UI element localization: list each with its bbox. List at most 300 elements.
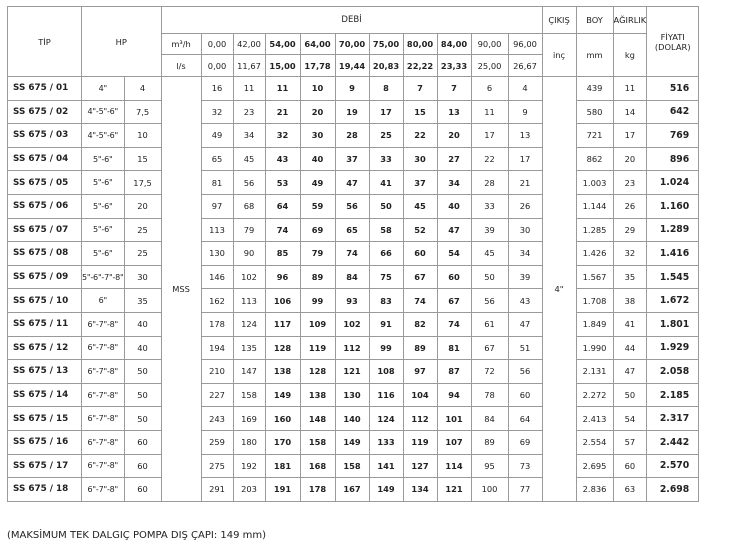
cell-head: 140 xyxy=(335,407,369,431)
table-row xyxy=(8,289,699,313)
cell-price: 1.801 xyxy=(647,312,699,336)
cell-head: 26 xyxy=(508,194,542,218)
cell-tip: SS 675 / 17 xyxy=(8,454,82,478)
cell-head: 60 xyxy=(403,242,437,266)
cell-head: 227 xyxy=(201,383,233,407)
cell-head: 107 xyxy=(437,430,471,454)
flow-ls-cell: 17,78 xyxy=(300,55,335,77)
cell-size: 6"-7"-8" xyxy=(82,430,125,454)
unit-inc: inç xyxy=(542,34,576,77)
cell-head: 89 xyxy=(471,430,508,454)
cell-head: 74 xyxy=(403,289,437,313)
cell-head: 128 xyxy=(300,360,335,384)
table-row xyxy=(8,171,699,195)
cell-kg: 29 xyxy=(613,218,647,242)
cell-head: 162 xyxy=(201,289,233,313)
cell-head: 77 xyxy=(508,478,542,502)
cell-price: 1.545 xyxy=(647,265,699,289)
cell-head: 130 xyxy=(335,383,369,407)
cell-tip: SS 675 / 10 xyxy=(8,289,82,313)
table-row xyxy=(8,100,699,124)
cell-kg: 26 xyxy=(613,194,647,218)
cell-tip: SS 675 / 03 xyxy=(8,124,82,148)
cell-tip: SS 675 / 07 xyxy=(8,218,82,242)
cell-head: 119 xyxy=(403,430,437,454)
cell-tip: SS 675 / 16 xyxy=(8,430,82,454)
table-row xyxy=(8,430,699,454)
cell-head: 81 xyxy=(437,336,471,360)
table-row xyxy=(8,77,699,101)
cell-outlet: 4" xyxy=(542,77,576,502)
cell-head: 50 xyxy=(471,265,508,289)
cell-head: 138 xyxy=(300,383,335,407)
cell-head: 149 xyxy=(369,478,403,502)
cell-boy: 2.131 xyxy=(576,360,613,384)
cell-tip: SS 675 / 15 xyxy=(8,407,82,431)
cell-head: 180 xyxy=(233,430,265,454)
cell-head: 85 xyxy=(265,242,300,266)
cell-head: 72 xyxy=(471,360,508,384)
cell-tip: SS 675 / 18 xyxy=(8,478,82,502)
cell-head: 121 xyxy=(437,478,471,502)
cell-head: 82 xyxy=(403,312,437,336)
cell-head: 4 xyxy=(508,77,542,101)
cell-head: 128 xyxy=(265,336,300,360)
table-row xyxy=(8,312,699,336)
table-row xyxy=(8,218,699,242)
cell-kg: 44 xyxy=(613,336,647,360)
cell-head: 49 xyxy=(201,124,233,148)
unit-kg: kg xyxy=(613,34,647,77)
cell-head: 56 xyxy=(471,289,508,313)
unit-mm: mm xyxy=(576,34,613,77)
cell-price: 2.442 xyxy=(647,430,699,454)
cell-head: 178 xyxy=(201,312,233,336)
cell-head: 43 xyxy=(508,289,542,313)
cell-tip: SS 675 / 14 xyxy=(8,383,82,407)
cell-price: 2.317 xyxy=(647,407,699,431)
cell-boy: 1.285 xyxy=(576,218,613,242)
cell-head: 210 xyxy=(201,360,233,384)
cell-kg: 32 xyxy=(613,242,647,266)
table-row xyxy=(8,454,699,478)
cell-boy: 2.554 xyxy=(576,430,613,454)
cell-head: 79 xyxy=(233,218,265,242)
cell-hp: 7,5 xyxy=(124,100,161,124)
flow-m3h-cell: 84,00 xyxy=(437,34,471,55)
cell-tip: SS 675 / 05 xyxy=(8,171,82,195)
cell-tip: SS 675 / 01 xyxy=(8,77,82,101)
cell-head: 169 xyxy=(233,407,265,431)
flow-ls-cell: 19,44 xyxy=(335,55,369,77)
cell-price: 1.160 xyxy=(647,194,699,218)
cell-head: 102 xyxy=(335,312,369,336)
cell-head: 79 xyxy=(300,242,335,266)
cell-price: 1.024 xyxy=(647,171,699,195)
cell-head: 19 xyxy=(335,100,369,124)
cell-head: 91 xyxy=(369,312,403,336)
table-row xyxy=(8,478,699,502)
header-tip: TİP xyxy=(8,7,82,77)
cell-head: 16 xyxy=(201,77,233,101)
cell-head: 259 xyxy=(201,430,233,454)
unit-ls: l/s xyxy=(161,55,201,77)
flow-m3h-cell: 80,00 xyxy=(403,34,437,55)
cell-size: 6"-7"-8" xyxy=(82,312,125,336)
cell-price: 1.672 xyxy=(647,289,699,313)
cell-head: 7 xyxy=(437,77,471,101)
cell-kg: 17 xyxy=(613,124,647,148)
cell-head: 11 xyxy=(233,77,265,101)
cell-hp: 17,5 xyxy=(124,171,161,195)
cell-size: 4"-5"-6" xyxy=(82,100,125,124)
cell-head: 50 xyxy=(369,194,403,218)
cell-head: 7 xyxy=(403,77,437,101)
header-agirlik: AĞIRLIK xyxy=(613,7,647,34)
cell-price: 896 xyxy=(647,147,699,171)
cell-hp: 40 xyxy=(124,336,161,360)
cell-head: 13 xyxy=(437,100,471,124)
cell-head: 141 xyxy=(369,454,403,478)
cell-head: 22 xyxy=(403,124,437,148)
cell-boy: 862 xyxy=(576,147,613,171)
cell-head: 116 xyxy=(369,383,403,407)
cell-head: 291 xyxy=(201,478,233,502)
cell-head: 158 xyxy=(335,454,369,478)
cell-price: 2.570 xyxy=(647,454,699,478)
cell-head: 75 xyxy=(369,265,403,289)
cell-head: 64 xyxy=(265,194,300,218)
cell-tip: SS 675 / 06 xyxy=(8,194,82,218)
cell-head: 133 xyxy=(369,430,403,454)
cell-hp: 60 xyxy=(124,454,161,478)
cell-head: 106 xyxy=(265,289,300,313)
price-table-container xyxy=(7,6,699,502)
cell-head: 101 xyxy=(437,407,471,431)
cell-head: 243 xyxy=(201,407,233,431)
cell-head: 97 xyxy=(403,360,437,384)
cell-head: 84 xyxy=(471,407,508,431)
cell-head: 134 xyxy=(403,478,437,502)
cell-head: 96 xyxy=(265,265,300,289)
cell-head: 69 xyxy=(508,430,542,454)
cell-size: 4"-5"-6" xyxy=(82,124,125,148)
cell-head: 99 xyxy=(300,289,335,313)
cell-hp: 25 xyxy=(124,218,161,242)
cell-kg: 50 xyxy=(613,383,647,407)
cell-head: 37 xyxy=(335,147,369,171)
cell-kg: 20 xyxy=(613,147,647,171)
flow-ls-cell: 11,67 xyxy=(233,55,265,77)
cell-head: 28 xyxy=(335,124,369,148)
cell-head: 66 xyxy=(369,242,403,266)
cell-head: 28 xyxy=(471,171,508,195)
header-fiyat-line2: (DOLAR) xyxy=(654,41,691,52)
header-cikis: ÇIKIŞ xyxy=(542,7,576,34)
unit-m3h: m³/h xyxy=(161,34,201,55)
cell-hp: 50 xyxy=(124,360,161,384)
cell-head: 109 xyxy=(300,312,335,336)
cell-head: 58 xyxy=(369,218,403,242)
cell-boy: 2.272 xyxy=(576,383,613,407)
header-fiyat xyxy=(647,7,699,77)
cell-head: 203 xyxy=(233,478,265,502)
header-debi: DEBİ xyxy=(161,7,542,34)
cell-price: 1.929 xyxy=(647,336,699,360)
pump-price-table xyxy=(7,6,699,502)
flow-m3h-cell: 96,00 xyxy=(508,34,542,55)
cell-head: 74 xyxy=(437,312,471,336)
cell-head: 11 xyxy=(265,77,300,101)
cell-hp: 60 xyxy=(124,478,161,502)
cell-head: 40 xyxy=(300,147,335,171)
cell-size: 5"-6" xyxy=(82,218,125,242)
cell-boy: 580 xyxy=(576,100,613,124)
cell-head: 67 xyxy=(403,265,437,289)
flow-m3h-cell: 0,00 xyxy=(201,34,233,55)
cell-head: 33 xyxy=(471,194,508,218)
cell-head: 56 xyxy=(508,360,542,384)
cell-head: 73 xyxy=(508,454,542,478)
cell-head: 52 xyxy=(403,218,437,242)
flow-ls-cell: 0,00 xyxy=(201,55,233,77)
cell-head: 83 xyxy=(369,289,403,313)
flow-ls-cell: 20,83 xyxy=(369,55,403,77)
cell-hp: 50 xyxy=(124,407,161,431)
cell-head: 27 xyxy=(437,147,471,171)
cell-head: 13 xyxy=(508,124,542,148)
cell-head: 135 xyxy=(233,336,265,360)
cell-head: 47 xyxy=(335,171,369,195)
cell-boy: 1.426 xyxy=(576,242,613,266)
cell-price: 1.289 xyxy=(647,218,699,242)
flow-ls-cell: 22,22 xyxy=(403,55,437,77)
cell-head: 121 xyxy=(335,360,369,384)
cell-head: 149 xyxy=(265,383,300,407)
cell-head: 30 xyxy=(300,124,335,148)
cell-head: 178 xyxy=(300,478,335,502)
cell-head: 59 xyxy=(300,194,335,218)
cell-head: 148 xyxy=(300,407,335,431)
flow-m3h-cell: 54,00 xyxy=(265,34,300,55)
cell-head: 64 xyxy=(508,407,542,431)
cell-head: 78 xyxy=(471,383,508,407)
cell-hp: 30 xyxy=(124,265,161,289)
cell-kg: 63 xyxy=(613,478,647,502)
cell-head: 40 xyxy=(437,194,471,218)
cell-head: 32 xyxy=(265,124,300,148)
cell-head: 127 xyxy=(403,454,437,478)
flow-m3h-cell: 70,00 xyxy=(335,34,369,55)
cell-head: 47 xyxy=(437,218,471,242)
cell-head: 124 xyxy=(233,312,265,336)
cell-head: 39 xyxy=(471,218,508,242)
cell-head: 114 xyxy=(437,454,471,478)
cell-head: 33 xyxy=(369,147,403,171)
cell-size: 6"-7"-8" xyxy=(82,454,125,478)
cell-head: 21 xyxy=(265,100,300,124)
table-row xyxy=(8,124,699,148)
cell-head: 22 xyxy=(471,147,508,171)
cell-hp: 40 xyxy=(124,312,161,336)
cell-head: 39 xyxy=(508,265,542,289)
cell-head: 51 xyxy=(508,336,542,360)
cell-head: 138 xyxy=(265,360,300,384)
cell-kg: 41 xyxy=(613,312,647,336)
cell-hp: 50 xyxy=(124,383,161,407)
cell-head: 275 xyxy=(201,454,233,478)
cell-head: 30 xyxy=(508,218,542,242)
cell-head: 20 xyxy=(300,100,335,124)
cell-head: 10 xyxy=(300,77,335,101)
cell-head: 67 xyxy=(437,289,471,313)
cell-head: 191 xyxy=(265,478,300,502)
table-row xyxy=(8,265,699,289)
cell-boy: 721 xyxy=(576,124,613,148)
flow-ls-cell: 26,67 xyxy=(508,55,542,77)
cell-head: 45 xyxy=(233,147,265,171)
cell-head: 108 xyxy=(369,360,403,384)
cell-price: 516 xyxy=(647,77,699,101)
cell-boy: 2.413 xyxy=(576,407,613,431)
cell-hp: 4 xyxy=(124,77,161,101)
cell-size: 6" xyxy=(82,289,125,313)
cell-boy: 1.567 xyxy=(576,265,613,289)
cell-head: 60 xyxy=(508,383,542,407)
cell-head: 104 xyxy=(403,383,437,407)
cell-tip: SS 675 / 02 xyxy=(8,100,82,124)
cell-hp: 15 xyxy=(124,147,161,171)
cell-head: 99 xyxy=(369,336,403,360)
cell-hp: 10 xyxy=(124,124,161,148)
cell-head: 112 xyxy=(335,336,369,360)
header-fiyat-line1: FİYATI xyxy=(660,31,685,42)
cell-kg: 60 xyxy=(613,454,647,478)
cell-head: 194 xyxy=(201,336,233,360)
cell-head: 69 xyxy=(300,218,335,242)
cell-head: 15 xyxy=(403,100,437,124)
cell-head: 9 xyxy=(508,100,542,124)
cell-boy: 1.708 xyxy=(576,289,613,313)
cell-head: 94 xyxy=(437,383,471,407)
cell-head: 158 xyxy=(233,383,265,407)
cell-head: 158 xyxy=(300,430,335,454)
cell-head: 89 xyxy=(403,336,437,360)
cell-kg: 57 xyxy=(613,430,647,454)
cell-head: 168 xyxy=(300,454,335,478)
header-boy: BOY xyxy=(576,7,613,34)
cell-boy: 2.836 xyxy=(576,478,613,502)
cell-head: 97 xyxy=(201,194,233,218)
table-row xyxy=(8,242,699,266)
cell-head: 11 xyxy=(471,100,508,124)
cell-size: 5"-6" xyxy=(82,194,125,218)
cell-price: 769 xyxy=(647,124,699,148)
flow-ls-cell: 25,00 xyxy=(471,55,508,77)
cell-head: 37 xyxy=(403,171,437,195)
cell-head: 65 xyxy=(335,218,369,242)
cell-size: 6"-7"-8" xyxy=(82,360,125,384)
cell-head: 146 xyxy=(201,265,233,289)
footnote: (MAKSİMUM TEK DALGIÇ POMPA DIŞ ÇAPI: 149 mm) xyxy=(7,530,267,541)
cell-head: 160 xyxy=(265,407,300,431)
cell-tip: SS 675 / 08 xyxy=(8,242,82,266)
cell-head: 53 xyxy=(265,171,300,195)
cell-head: 54 xyxy=(437,242,471,266)
flow-m3h-cell: 90,00 xyxy=(471,34,508,55)
cell-kg: 14 xyxy=(613,100,647,124)
cell-size: 6"-7"-8" xyxy=(82,407,125,431)
cell-head: 170 xyxy=(265,430,300,454)
cell-head: 21 xyxy=(508,171,542,195)
cell-head: 100 xyxy=(471,478,508,502)
cell-head: 74 xyxy=(265,218,300,242)
cell-boy: 1.003 xyxy=(576,171,613,195)
cell-head: 56 xyxy=(335,194,369,218)
cell-size: 6"-7"-8" xyxy=(82,336,125,360)
cell-head: 119 xyxy=(300,336,335,360)
cell-price: 2.698 xyxy=(647,478,699,502)
cell-head: 45 xyxy=(471,242,508,266)
flow-ls-cell: 23,33 xyxy=(437,55,471,77)
cell-size: 5"-6" xyxy=(82,242,125,266)
cell-head: 124 xyxy=(369,407,403,431)
cell-mss: MSS xyxy=(161,77,201,502)
cell-head: 181 xyxy=(265,454,300,478)
cell-head: 41 xyxy=(369,171,403,195)
cell-head: 90 xyxy=(233,242,265,266)
cell-head: 34 xyxy=(233,124,265,148)
cell-head: 167 xyxy=(335,478,369,502)
table-row xyxy=(8,336,699,360)
cell-head: 23 xyxy=(233,100,265,124)
cell-boy: 2.695 xyxy=(576,454,613,478)
cell-head: 102 xyxy=(233,265,265,289)
cell-kg: 54 xyxy=(613,407,647,431)
cell-kg: 23 xyxy=(613,171,647,195)
cell-size: 5"-6" xyxy=(82,147,125,171)
cell-head: 43 xyxy=(265,147,300,171)
cell-head: 49 xyxy=(300,171,335,195)
cell-size: 5"-6"-7"-8" xyxy=(82,265,125,289)
cell-size: 6"-7"-8" xyxy=(82,478,125,502)
cell-boy: 1.144 xyxy=(576,194,613,218)
cell-head: 47 xyxy=(508,312,542,336)
cell-hp: 25 xyxy=(124,242,161,266)
cell-head: 149 xyxy=(335,430,369,454)
flow-m3h-cell: 75,00 xyxy=(369,34,403,55)
cell-hp: 35 xyxy=(124,289,161,313)
cell-hp: 20 xyxy=(124,194,161,218)
cell-price: 642 xyxy=(647,100,699,124)
table-row xyxy=(8,147,699,171)
cell-head: 147 xyxy=(233,360,265,384)
cell-head: 113 xyxy=(201,218,233,242)
cell-head: 17 xyxy=(471,124,508,148)
cell-size: 5"-6" xyxy=(82,171,125,195)
cell-head: 20 xyxy=(437,124,471,148)
cell-head: 56 xyxy=(233,171,265,195)
cell-head: 67 xyxy=(471,336,508,360)
cell-price: 2.185 xyxy=(647,383,699,407)
cell-head: 45 xyxy=(403,194,437,218)
cell-head: 30 xyxy=(403,147,437,171)
cell-kg: 47 xyxy=(613,360,647,384)
cell-head: 8 xyxy=(369,77,403,101)
cell-price: 1.416 xyxy=(647,242,699,266)
table-row xyxy=(8,194,699,218)
cell-head: 61 xyxy=(471,312,508,336)
